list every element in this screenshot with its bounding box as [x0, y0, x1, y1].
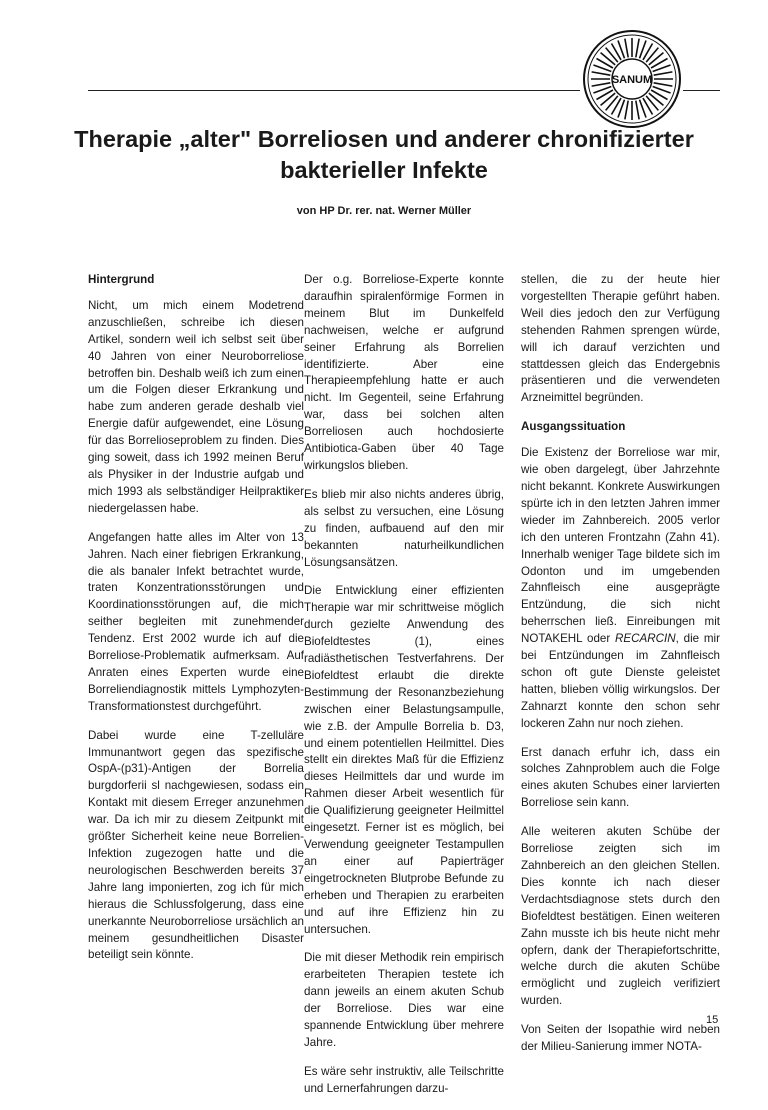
paragraph: Alle weiteren akuten Schübe der Borreliose zeigten sich im Zahnbereich an den gleichen Stellen. Dies konnte ich nach dieser Verdachtsdiagnose stets durch den Biofeldtest bestätigen. Einen weiteren Zahn musste ich bis heute nicht mehr opfern, dank der Therapiefortschritte, welche durch die akuten Schübe ermöglicht und zugleich verifiziert wurden. [521, 825, 720, 1008]
logo-ray [636, 101, 639, 120]
paragraph: Erst danach erfuhr ich, dass ein solches Zahnproblem auch die Folge eines akuten Schubes einer larvierten Borreliose sein kann. [521, 745, 720, 810]
paragraph: Dabei wurde eine T-zelluläre Immunantwort gegen das spezifische OspA-(p31)-Antigen der Borrelia burgdorferii sl nachgewiesen, sodass ein Kontakt mit diesem Erreger anzunehmen war. Da ich mir zu diesem Zeitpunkt mit größter Sicherheit keine neue Borrelien-Infektion zugezogen hatte und die neurologischen Beschwerden bereits 37 Jahre lang imponierten, zog ich für mich hieraus die Schlussfolgerung, dass eine unerkannte Neuroborreliose ursächlich an meinem gesundheitlichen Disaster beteiligt sein könnte. [88, 728, 304, 962]
paragraph: Von Seiten der Isopathie wird neben der Milieu-Sanierung immer NOTA- [521, 1023, 720, 1054]
section-heading-ausgangssituation: Ausgangssituation [521, 420, 626, 434]
paragraph: Der o.g. Borreliose-Experte konnte daraufhin spiralenförmige Formen in meinem Blut im Dunkelfeld nachweisen, welche er aufgrund seiner Erfahrung als Borrelien identifizierte. Aber eine Therapieempfehlung hatte er auch nicht. Im Gegenteil, seine Erfahrung war, dass bei solchen alten Borreliosen auch hochdosierte Antibiotica-Gaben über 40 Tage wirkungslos blieben. [304, 273, 504, 472]
logo-ray [625, 101, 628, 120]
section-heading-hintergrund: Hintergrund [88, 273, 155, 286]
paragraph: Es blieb mir also nichts anderes übrig, als selbst zu versuchen, eine Lösung zu finden, aufbauend auf den mir bekannten naturheilkundlichen Lösungsansätzen. [304, 487, 504, 569]
paragraph: Die Entwicklung einer effizienten Therapie war mir schrittweise möglich durch gezielte Anwendung des Biofeldtestes (1), eines radiästhetischen Testverfahrens. Der Biofeldtest erlaubt die direkte Bestimmung der Resonanzbeziehung zwischen einer Belastungsampulle, wie z.B. der Ampulle Borrelia b. D3, und einem potentiellen Heilmittel. Dies stellt ein direktes Maß für die Effizienz dieses Heilmittels dar und wurde im Rahmen dieser Arbeit wesentlich für die Qualifizierung geeigneter Heilmittel eingesetzt. Ferner ist es möglich, bei Verwendung geeigneter Testampullen an einer auf Papierträger eingetrockneten Blutprobe Befunde zu erheben und Therapien zu erarbeiten und auf ihre Effizienz hin zu untersuchen. [304, 584, 504, 936]
header-rule-left [88, 90, 580, 91]
logo-ray [592, 83, 611, 86]
page-number: 15 [706, 1014, 719, 1026]
paragraph: Nicht, um mich einem Modetrend anzuschließen, schreibe ich diesen Artikel, sondern weil ich selbst seit über 40 Jahren von einer Neuroborreliose betroffen bin. Deshalb weiß ich zum einen um die Folgen dieser Erkrankung und habe zum anderen gerade deshalb viel Energie dafür aufgewendet, eine Lösung für das Borrelioseproblem zu finden. Dies ging soweit, dass ich 1992 meinen Beruf als Physiker in der Industrie aufgab und mich 1993 als selbständiger Heilpraktiker niedergelassen habe. [88, 298, 304, 515]
paragraph [521, 445, 720, 732]
sanum-logo [582, 29, 682, 129]
paragraph: Angefangen hatte alles im Alter von 13 Jahren. Nach einer fiebrigen Erkrankung, die als banaler Infekt betrachtet wurde, traten Konzentrationsstörungen und Koordinationsstörungen auf, die mich seither begleiten mit zunehmender Tendenz. Erst 2002 wurde ich auf die Borreliose-Problematik aufmerksam. Auf Anraten eines Experten wurde eine Borreliendiagnostik mittels Lymphozyten-Transformationstest durchgeführt. [88, 530, 304, 713]
paragraph: Es wäre sehr instruktiv, alle Teilschritte und Lernerfahrungen darzu- [304, 1064, 504, 1095]
column-1 [88, 272, 304, 976]
paragraph: Die mit dieser Methodik rein empirisch erarbeiteten Therapien testete ich dann jeweils an einem akuten Schub der Borreliose. Dies war eine spannende Entwicklung über mehrere Jahre. [304, 951, 504, 1049]
article-title: Therapie „alter" Borreliosen und anderer chronifizierter bakterieller Infekte [74, 126, 694, 183]
logo-ray [654, 72, 673, 75]
logo-ray [636, 39, 639, 58]
logo-ray [625, 39, 628, 58]
column-2 [304, 272, 504, 1110]
header-rule-right [683, 90, 720, 91]
article-author: von HP Dr. rer. nat. Werner Müller [296, 205, 472, 217]
logo-text: SANUM [611, 74, 653, 86]
logo-ray [654, 83, 673, 86]
paragraph: stellen, die zu der heute hier vorgestellten Therapie geführt haben. Weil dies jedoch den zur Verfügung stehenden Rahmen sprengen würde, will ich darauf verzichten und stattdessen gleich das Endergebnis präsentieren und die verwendeten Arzneimittel begründen. [521, 273, 720, 405]
drug-name-recarcin: RECARCIN [615, 632, 676, 646]
logo-ray [592, 72, 611, 75]
paragraph-text: Die Existenz der Borreliose war mir, wie oben dargelegt, über Jahrzehnte nicht bekannt. Konkrete Auswirkungen spürte ich in den letzten Jahren immer wieder im Zahnbereich. 2005 verlor ich den unteren Frontzahn (Zahn 41). Innerhalb weniger Tage bildete sich im Odonton und im umgebenden Zahnfleisch eine ausgeprägte Entzündung, die sich nicht beherrschen ließ. Einreibungen mit NOTAKEHL oder [521, 446, 720, 646]
column-3 [521, 272, 720, 1068]
paragraph-text: , die mir bei Entzündungen im Zahnfleisch schon oft gute Dienste geleistet hatten, blieben völlig wirkungslos. Der Zahnarzt konnte den schon sehr lockeren Zahn nur noch ziehen. [521, 632, 720, 730]
